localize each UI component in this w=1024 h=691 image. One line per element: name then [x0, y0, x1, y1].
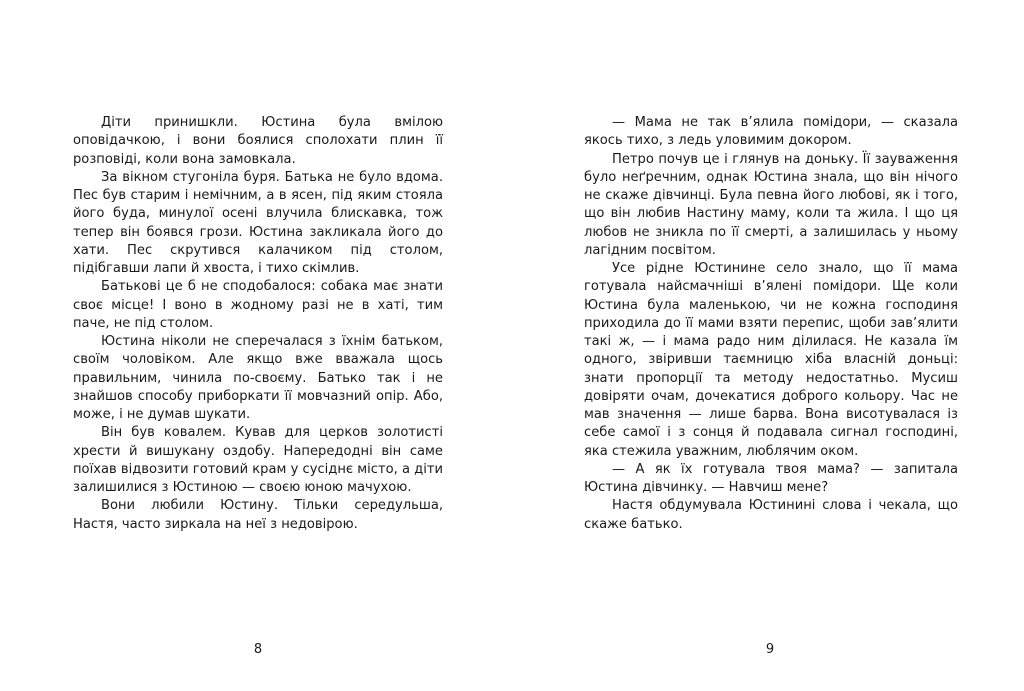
paragraph: Юстина ніколи не сперечалася з їхнім батьком, своїм чоловіком. Але якщо вже вважала щось правильним, чинила по-своєму. Батько так і не знайшов способу приборкати її мовчазний опір. Або, може, і не думав шукати. [73, 334, 443, 422]
paragraph: За вікном стугоніла буря. Батька не було вдома. Пес був старим і немічним, а в ясен, під яким стояла його буда, минулої осені влучила блискавка, тож тепер він боявся грози. Юстина закликала його до хати. Пес скрутився калачиком під столом, підібгавши лапи й хвоста, і тихо скімлив. [73, 169, 443, 276]
right-page-text [584, 114, 958, 534]
paragraph: Батькові це б не сподобалося: собака має знати своє місце! І воно в жодному разі не в хаті, тим паче, не під столом. [73, 279, 443, 331]
paragraph: Діти принишкли. Юстина була вмілою оповідачкою, і вони боялися сполохати плин її розповіді, коли вона замовкала. [73, 115, 443, 167]
paragraph: — Мама не так в’ялила помідори, — сказала якось тихо, з ледь уловимим докором. [584, 115, 958, 149]
right-page [512, 0, 1024, 691]
paragraph: Він був ковалем. Кував для церков золотисті хрести й вишукану оздобу. Напередодні він саме поїхав відвозити готовий крам у сусіднє місто, а діти залишилися з Юстиною — своєю юною мачухою. [73, 425, 443, 495]
page-number: 9 [765, 642, 775, 657]
page-number: 8 [253, 642, 263, 657]
paragraph: Настя обдумувала Юстинині слова і чекала, що скаже батько. [584, 498, 958, 532]
paragraph: — А як їх готувала твоя мама? — запитала Юстина дівчинку. — Навчиш мене? [584, 461, 958, 495]
paragraph: Вони любили Юстину. Тільки середульша, Настя, часто зиркала на неї з недовірою. [73, 498, 443, 532]
paragraph: Усе рідне Юстинине село знало, що її мама готувала найсмачніші в’ялені помідори. Ще коли Юстина була маленькою, чи не кожна господиня приходила до її мами взяти перепис, щоби зав’ялити такі ж, — і мама радо ним ділилася. Не казала їм одного, звіривши таємницю хіба власній доньці: знати пропорції та методу недостатньо. Мусиш довіряти очам, дочекатися доброго кольору. Час не мав значення — лише барва. Вона висотувалася із себе самої і з сонця й подавала сигнал господині, яка стежила уважним, люблячим оком. [584, 261, 958, 459]
left-page-text [73, 114, 443, 534]
paragraph: Петро почув це і глянув на доньку. Її зауваження було неґречним, однак Юстина знала, що він нічого не скаже дівчинці. Була певна його любові, як і того, що він любив Настину маму, коли та жила. І що ця любов не зникла по її смерті, а залишилась у ньому лагідним посвітом. [584, 151, 958, 258]
